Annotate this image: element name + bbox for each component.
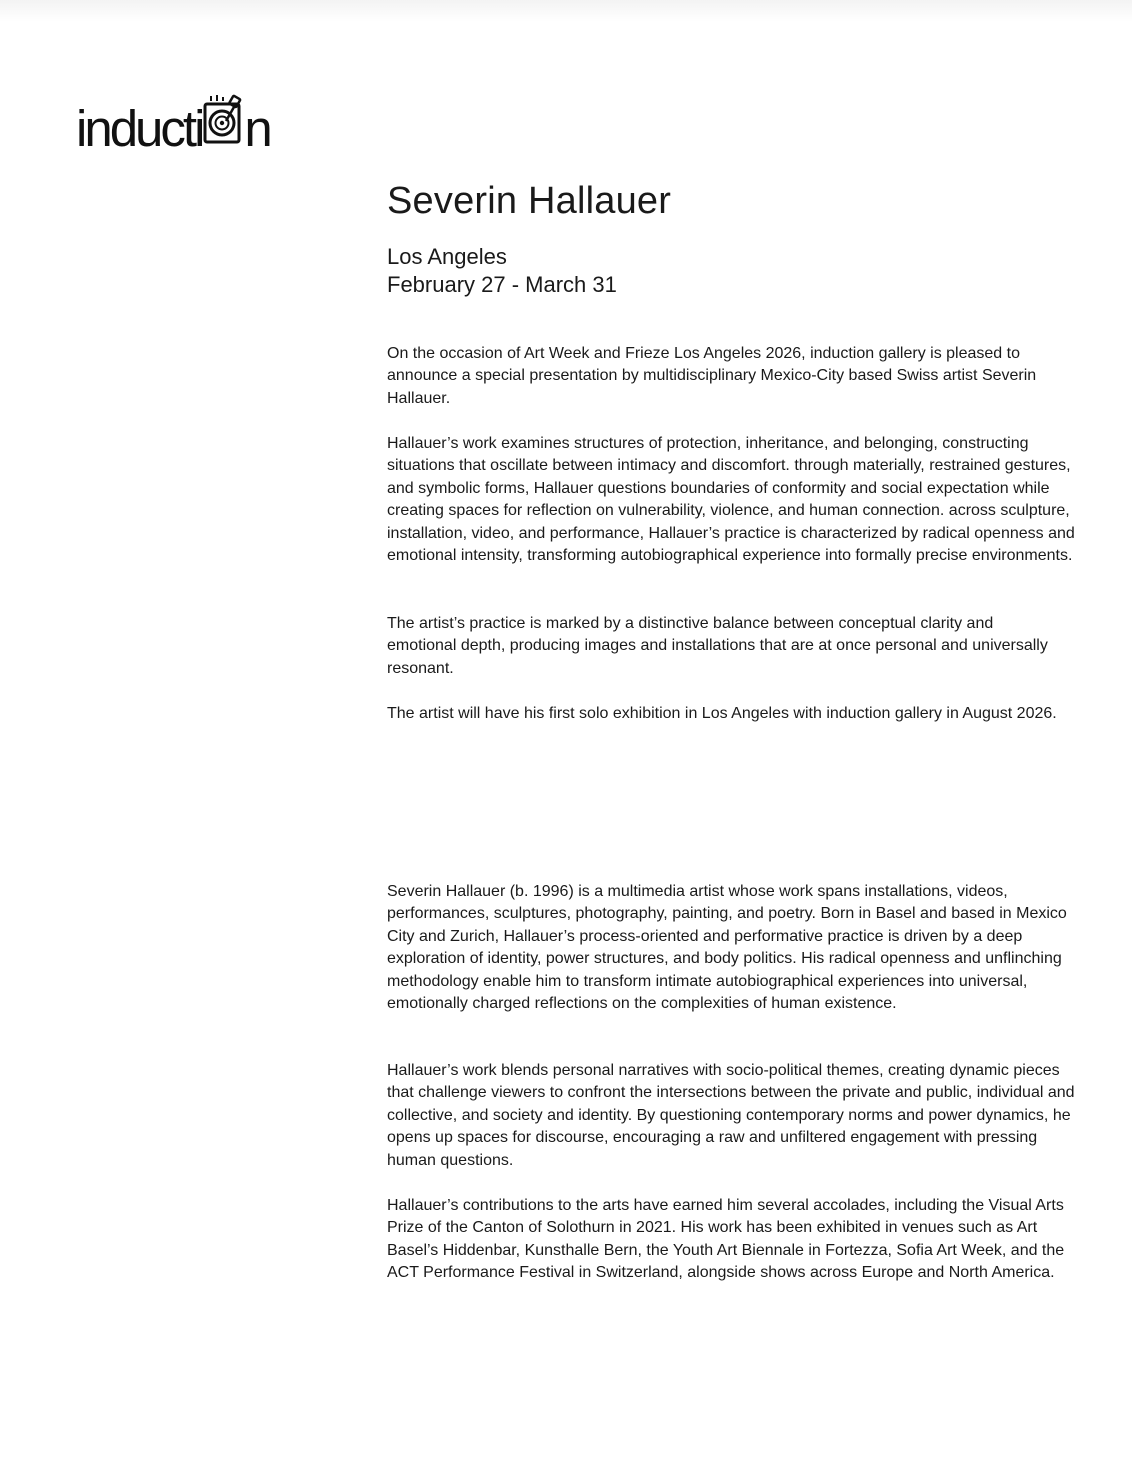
press-paragraph: The artist will have his first solo exhibition in Los Angeles with induction gallery in August 2026.	[387, 705, 1057, 722]
exhibition-info	[387, 243, 1087, 299]
exhibition-dates: February 27 - March 31	[387, 272, 617, 297]
artist-name-title: Severin Hallauer	[387, 180, 672, 222]
press-paragraph: On the occasion of Art Week and Frieze Los Angeles 2026, induction gallery is pleased to announce a special presentation by multidisciplinary Mexico-City based Swiss artist Severin Hallauer.	[387, 345, 1037, 407]
gallery-logo	[76, 94, 270, 157]
logo-text-prefix: inducti	[76, 100, 203, 157]
bio-paragraph: Hallauer’s work blends personal narratives with socio-political themes, creating dynamic pieces that challenge viewers to confront the intersections between the private and public, individual and collective, and society and identity. By questioning contemporary norms and power dynamics, he opens up spaces for discourse, encouraging a raw and unfiltered engagement with pressing human questions.	[387, 1062, 1075, 1169]
exhibition-location: Los Angeles	[387, 244, 507, 269]
press-release-content	[387, 178, 1087, 1282]
turntable-icon	[203, 94, 245, 151]
press-paragraph: Hallauer’s work examines structures of protection, inheritance, and belonging, constructing situations that oscillate between intimacy and discomfort. through materially, restrained gestures, and symbolic forms, Hallauer questions boundaries of conformity and social expectation while creating spaces for reflection on vulnerability, violence, and human connection. across sculpture, installation, video, and performance, Hallauer’s practice is characterized by radical openness and emotional intensity, transforming autobiographical experience into formally precise environments.	[387, 435, 1075, 565]
logo-text-suffix: n	[244, 100, 270, 157]
top-band	[0, 0, 1132, 22]
bio-paragraph: Hallauer’s contributions to the arts have earned him several accolades, including the Visual Arts Prize of the Canton of Solothurn in 2021. His work has been exhibited in venues such as Art Basel’s Hiddenbar, Kunsthalle Bern, the Youth Art Biennale in Fortezza, Sofia Art Week, and the ACT Performance Festival in Switzerland, alongside shows across Europe and North America.	[387, 1197, 1065, 1282]
bio-paragraph: Severin Hallauer (b. 1996) is a multimedia artist whose work spans installations, videos, performances, sculptures, photography, painting, and poetry. Born in Basel and based in Mexico City and Zurich, Hallauer’s process-oriented and performative practice is driven by a deep exploration of identity, power structures, and body politics. His radical openness and unflinching methodology enable him to transform intimate autobiographical experiences into universal, emotionally charged reflections on the complexities of human existence.	[387, 883, 1067, 1013]
press-paragraph: The artist’s practice is marked by a distinctive balance between conceptual clarity and emotional depth, producing images and installations that are at once personal and universally resonant.	[387, 615, 1048, 677]
